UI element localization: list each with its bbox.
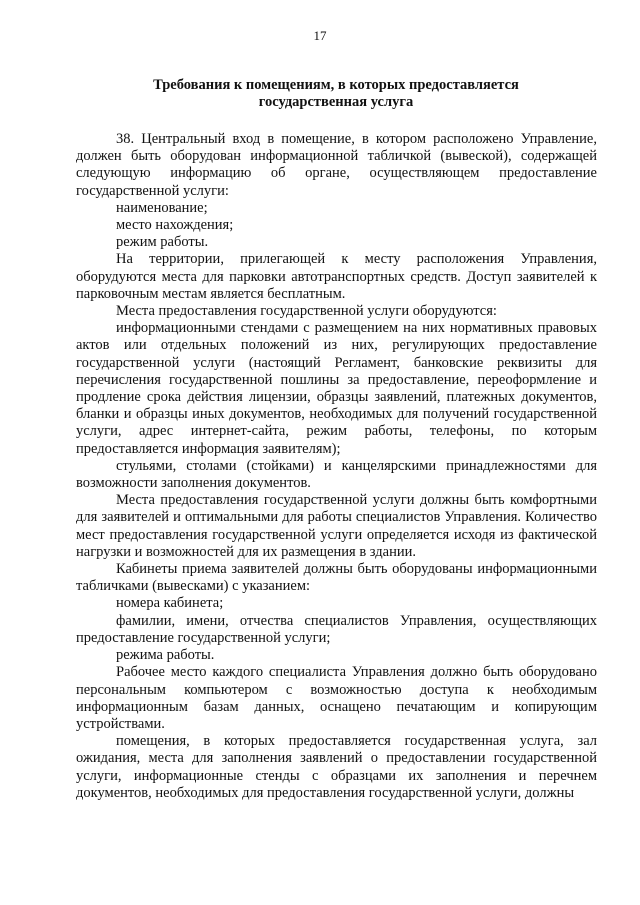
- paragraph-parking: На территории, прилегающей к месту расположения Управления, оборудуются места для парковки автотранспортных средств. Доступ заявителей к парковочным местам является бесплатным.: [76, 251, 597, 302]
- paragraph-places-comfort: Места предоставления государственной услуги должны быть комфортными для заявителей и оптимальными для работы специалистов Управления. Количество мест предоставления государственной услуги определяется исходя из фактической нагрузки и возможностей для их размещения в здании.: [76, 492, 597, 560]
- paragraph-places-equipment: Места предоставления государственной услуги оборудуются:: [116, 303, 497, 320]
- list-item-work-hours: режима работы.: [116, 647, 215, 664]
- list-item-location: место нахождения;: [116, 217, 234, 234]
- section-heading-line-1: Требования к помещениям, в которых предоставляется: [153, 77, 519, 93]
- list-item-room-number: номера кабинета;: [116, 595, 224, 612]
- paragraph-offices: Кабинеты приема заявителей должны быть оборудованы информационными табличками (вывесками) с указанием:: [76, 561, 597, 595]
- paragraph-38: 38. Центральный вход в помещение, в котором расположено Управление, должен быть оборудован информационной табличкой (вывеской), содержащей следующую информацию об органе, осуществляющем предоставление государственной услуги:: [76, 131, 597, 199]
- section-heading-line-2: государственная услуга: [258, 94, 414, 110]
- page-number: 17: [313, 28, 327, 43]
- list-item-schedule: режим работы.: [116, 234, 209, 251]
- list-item-name: наименование;: [116, 199, 208, 216]
- section-heading: [76, 77, 596, 111]
- list-item-info-stands: информационными стендами с размещением на них нормативных правовых актов или отдельных положений из них, регулирующих предоставление государственной услуги (настоящий Регламент, банковские реквизиты для перечисления государственной пошлины за предоставление, переоформление и продление срока действия лицензии, образцы заявлений, платежных документов, бланки и образцы иных документов, необходимых для получений государственной услуги, адрес интернет-сайта, режим работы, телефоны, по которым предоставляется информация заявителям);: [76, 320, 597, 457]
- paragraph-workplace: Рабочее место каждого специалиста Управления должно быть оборудовано персональным компьютером с возможностью доступа к необходимым информационным базам данных, оснащено печатающим и копирующим устройствами.: [76, 664, 597, 732]
- list-item-furniture: стульями, столами (стойками) и канцелярскими принадлежностями для возможности заполнения документов.: [76, 457, 597, 492]
- paragraph-premises: помещения, в которых предоставляется государственная услуга, зал ожидания, места для заполнения заявлений о предоставлении государственной услуги, информационные стенды с образцами их заполнения и перечнем документов, необходимых для предоставления государственной услуги, должны: [76, 733, 597, 801]
- list-item-specialists: фамилии, имени, отчества специалистов Управления, осуществляющих предоставление государственной услуги;: [76, 612, 597, 646]
- document-body: [76, 131, 597, 802]
